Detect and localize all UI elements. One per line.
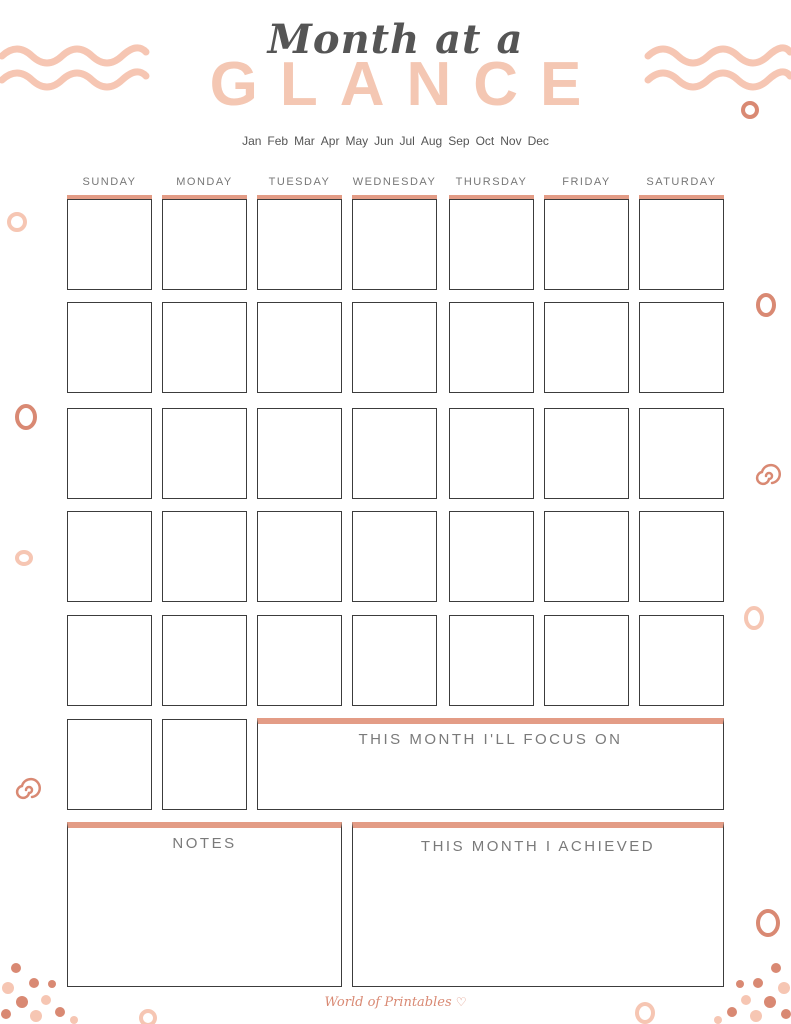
month-item: Oct: [475, 134, 495, 148]
calendar-cell[interactable]: [162, 199, 247, 290]
calendar-cell[interactable]: [544, 615, 629, 706]
calendar-cell[interactable]: [162, 511, 247, 602]
heart-icon: ♡: [455, 995, 467, 1009]
month-item: Jun: [374, 134, 394, 148]
calendar-cell[interactable]: [162, 719, 247, 810]
calendar-cell[interactable]: [449, 408, 534, 499]
calendar-cell[interactable]: [544, 511, 629, 602]
month-item: Nov: [500, 134, 522, 148]
month-item: Aug: [420, 134, 443, 148]
title-script: Month at a: [267, 16, 524, 63]
month-item: May: [345, 134, 369, 148]
calendar-cell[interactable]: [352, 408, 437, 499]
page-title: GLANCE: [209, 50, 604, 119]
calendar-cell[interactable]: [67, 719, 152, 810]
calendar-cell[interactable]: [162, 615, 247, 706]
notes-title: NOTES: [172, 835, 237, 852]
month-item: Jul: [399, 134, 415, 148]
month-item: Jan: [242, 134, 262, 148]
month-item: Sep: [448, 134, 470, 148]
calendar-cell[interactable]: [352, 199, 437, 290]
month-list: [0, 134, 791, 148]
calendar-cell[interactable]: [449, 511, 534, 602]
month-item: Dec: [527, 134, 549, 148]
calendar-cell[interactable]: [544, 408, 629, 499]
calendar-cell[interactable]: [257, 511, 342, 602]
brand-text: World of Printables: [324, 995, 452, 1010]
footer-brand: [0, 995, 791, 1010]
month-item: Apr: [320, 134, 340, 148]
focus-title: THIS MONTH I'LL FOCUS ON: [358, 731, 623, 748]
calendar-cell[interactable]: [67, 302, 152, 393]
focus-box[interactable]: [257, 718, 724, 810]
notes-box[interactable]: [67, 822, 342, 987]
calendar-cell[interactable]: [544, 302, 629, 393]
calendar-cell[interactable]: [639, 511, 724, 602]
weekday-thursday: THURSDAY: [455, 176, 528, 188]
calendar-cell[interactable]: [449, 615, 534, 706]
calendar-cell[interactable]: [67, 408, 152, 499]
calendar-cell[interactable]: [449, 302, 534, 393]
calendar-cell[interactable]: [639, 615, 724, 706]
calendar-cell[interactable]: [67, 615, 152, 706]
calendar-cell[interactable]: [257, 302, 342, 393]
weekday-sunday: SUNDAY: [82, 176, 137, 188]
month-item: Feb: [267, 134, 289, 148]
calendar-cell[interactable]: [67, 511, 152, 602]
calendar-cell[interactable]: [352, 615, 437, 706]
calendar-cell[interactable]: [544, 199, 629, 290]
weekday-wednesday: WEDNESDAY: [352, 176, 437, 188]
calendar-cell[interactable]: [639, 302, 724, 393]
calendar-cell[interactable]: [352, 302, 437, 393]
weekday-monday: MONDAY: [176, 176, 233, 188]
weekday-saturday: SATURDAY: [646, 176, 717, 188]
month-item: Mar: [294, 134, 315, 148]
calendar-cell[interactable]: [162, 408, 247, 499]
weekday-tuesday: TUESDAY: [268, 176, 331, 188]
calendar-cell[interactable]: [67, 199, 152, 290]
achieved-title: THIS MONTH I ACHIEVED: [420, 838, 656, 855]
calendar-cell[interactable]: [639, 199, 724, 290]
weekday-friday: FRIDAY: [562, 176, 611, 188]
calendar-cell[interactable]: [639, 408, 724, 499]
calendar-cell[interactable]: [257, 199, 342, 290]
calendar-cell[interactable]: [257, 408, 342, 499]
achieved-box[interactable]: [352, 822, 724, 987]
calendar-cell[interactable]: [162, 302, 247, 393]
calendar-cell[interactable]: [352, 511, 437, 602]
dot-cluster-icon: [714, 963, 791, 1024]
calendar-cell[interactable]: [257, 615, 342, 706]
calendar-cell[interactable]: [449, 199, 534, 290]
